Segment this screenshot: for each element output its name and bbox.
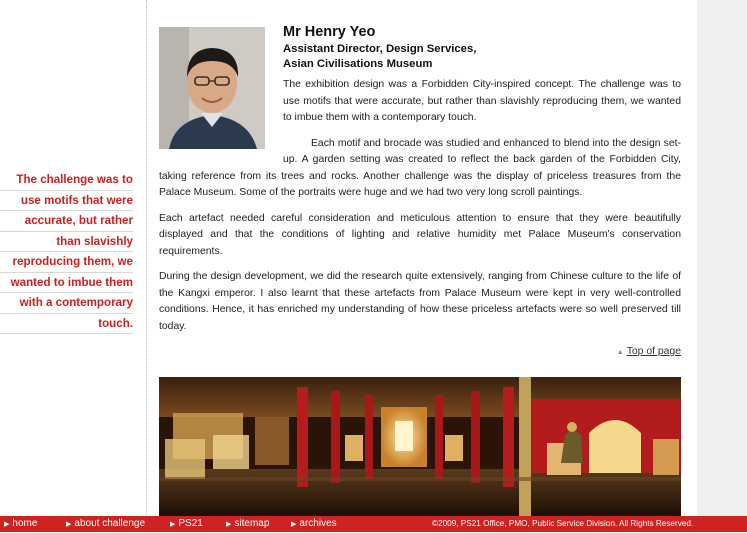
footer-nav-label: PS21: [178, 518, 203, 529]
pull-quote-line: than slavishly: [0, 232, 133, 253]
footer-nav-label: about challenge: [74, 518, 146, 529]
exhibition-panorama-photo: [159, 377, 681, 516]
article-paragraph: The exhibition design was a Forbidden City-inspired concept. The challenge was to use motifs that were accurate, but rather than slavishly reproducing them, we wanted to imbue them with a contemporary touch.: [283, 79, 681, 123]
arrow-right-icon: ▶: [66, 521, 72, 528]
footer-nav-label: archives: [299, 518, 337, 529]
article: [159, 20, 681, 362]
column-divider: [146, 0, 147, 516]
arrow-right-icon: ▶: [226, 521, 232, 528]
pull-quote-line: use motifs that were: [0, 191, 133, 212]
pull-quote-line: The challenge was to: [0, 170, 133, 191]
top-of-page-row: [159, 344, 681, 362]
article-paragraph: Each artefact needed careful consideration and meticulous attention to ensure that they were beautifully displayed and that the conditions of lighting and relative humidity met Palace Museum's conservation requirements.: [159, 212, 681, 257]
copyright-text: ©2009, PS21 Office, PMO, Public Service Division. All Rights Reserved.: [432, 519, 694, 528]
portrait-photo: [159, 27, 265, 149]
arrow-right-icon: ▶: [4, 521, 10, 528]
footer-nav-home[interactable]: [4, 516, 37, 533]
top-of-page-link[interactable]: Top of page: [626, 346, 681, 357]
arrow-right-icon: ▶: [291, 521, 297, 528]
pull-quote: [0, 170, 133, 334]
article-paragraph: Each motif and brocade was studied and enhanced to blend into the design set-up. A garden setting was created to reflect the back garden of the Forbidden City, taking reference from its trees and rocks. Another challenge was the display of priceless treasures from the Palace Museum. Some of the portraits were huge and we had two very long scroll paintings.: [159, 137, 681, 198]
pull-quote-line: with a contemporary: [0, 293, 133, 314]
article-paragraph: During the design development, we did the research quite extensively, ranging from Chinese culture to the life of the Kangxi emperor. I also learnt that these artefacts from Palace Museum were kept in very well-controlled conditions. Hence, it has enriched my understanding of how these priceless artefacts were so well preserved till today.: [159, 271, 681, 332]
footer-nav-label: home: [12, 518, 38, 529]
footer-nav-sitemap[interactable]: [226, 516, 269, 533]
footer-nav-ps21[interactable]: [170, 516, 203, 533]
pull-quote-line: accurate, but rather: [0, 211, 133, 232]
profile-title-line1: Assistant Director, Design Services,: [283, 43, 477, 55]
footer-bar: [0, 516, 747, 532]
pull-quote-line: touch.: [0, 314, 133, 335]
footer-nav-archives[interactable]: [291, 516, 337, 533]
right-side-panel: [697, 0, 747, 516]
profile-name: Mr Henry Yeo: [283, 24, 376, 40]
up-arrow-icon: ▲: [616, 349, 624, 356]
footer-nav-about-challenge[interactable]: [66, 516, 145, 533]
pull-quote-line: wanted to imbue them: [0, 273, 133, 294]
arrow-right-icon: ▶: [170, 521, 176, 528]
profile-title-line2: Asian Civilisations Museum: [283, 57, 433, 70]
pull-quote-line: reproducing them, we: [0, 252, 133, 273]
footer-nav-label: sitemap: [234, 518, 270, 529]
